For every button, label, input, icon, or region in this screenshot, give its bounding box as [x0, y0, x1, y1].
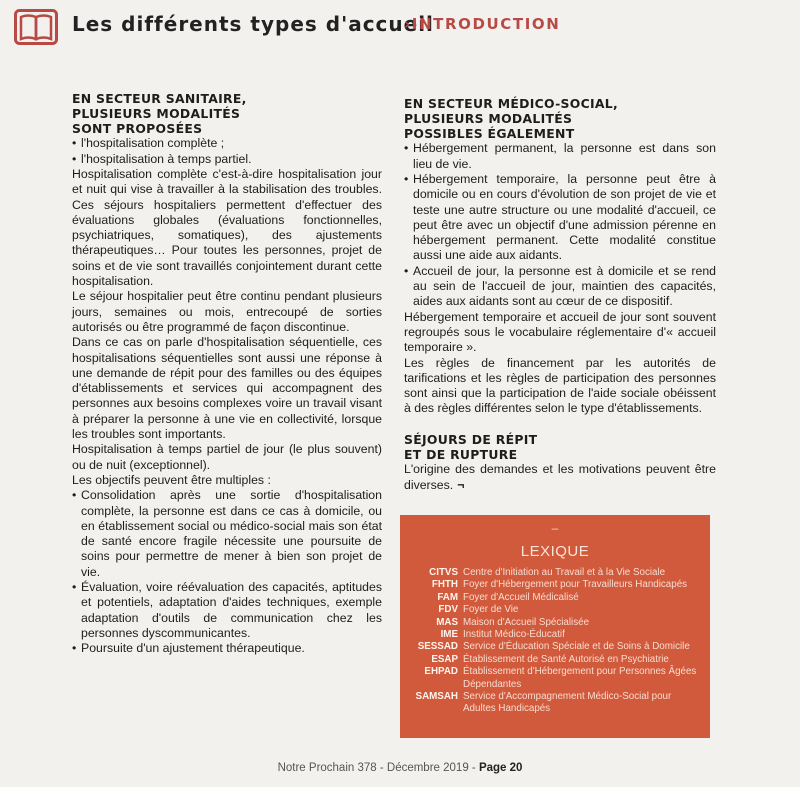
heading-line: PLUSIEURS MODALITÉS [72, 105, 241, 121]
paragraph [404, 462, 716, 493]
lexique-def: Institut Médico-Éducatif [463, 629, 565, 641]
page-footer [0, 762, 800, 774]
section-tag: ›INTRODUCTION [404, 15, 561, 33]
lexique-def: Foyer d'Accueil Médicalisé [463, 591, 579, 603]
heading-line: ET DE RUPTURE [404, 446, 518, 462]
lexique-entry [406, 579, 702, 591]
lexique-dash: – [551, 521, 559, 535]
left-column [72, 92, 382, 656]
heading-line: EN SECTEUR MÉDICO-SOCIAL, [404, 96, 619, 111]
lexique-def: Service d'Accompagnement Médico-Social pour Adultes Handicapés [463, 691, 672, 715]
lexique-entry [406, 666, 702, 691]
paragraph: Les objectifs peuvent être multiples : [72, 472, 271, 487]
bullet-list [404, 141, 716, 309]
page-header [0, 0, 800, 50]
footer-text: Notre Prochain 378 - Décembre 2019 - [277, 762, 479, 774]
lexique-entry [406, 654, 702, 666]
heading-line: SÉJOURS DE RÉPIT [404, 431, 538, 447]
section-heading-sanitaire [72, 92, 382, 136]
list-item: • Accueil de jour, la personne est à domicile et se rend au sein de l'accueil de jour, maintien des capacités, aides aux aidants sont au cœur de ce dispositif. [404, 264, 716, 310]
list-item: • Hébergement temporaire, la personne peut être à domicile ou en cours d'évolution de son projet de vie et teste une autre structure ou une modalité d'accueil, ce peut être avec un objectif d'une admission pérenne en hébergement permanent. Cette modalité constitue aussi une aide aux aidants. [404, 172, 716, 264]
book-icon [14, 9, 58, 45]
lexique-def: Foyer de Vie [463, 604, 519, 616]
lexique-abbr: CITVS [429, 567, 458, 578]
lexique-title: LEXIQUE [520, 543, 590, 560]
heading-line: PLUSIEURS MODALITÉS [404, 110, 573, 126]
lexique-abbr: SESSAD [417, 641, 458, 653]
page-title: Les différents types d'accueil [72, 12, 434, 36]
lexique-entry [406, 617, 702, 629]
lexique-entry [406, 629, 702, 641]
paragraph: Les règles de financement par les autorités de tarifications et les règles de participation des personnes sont ainsi que la participation de l'aide sociale obéissent à des règles différentes selon le type d'établissements. [404, 355, 716, 416]
section-heading-medico-social [404, 97, 716, 141]
heading-line: POSSIBLES ÉGALEMENT [404, 125, 575, 141]
lexique-abbr: ESAP [431, 653, 458, 665]
section-heading-repit [404, 433, 716, 463]
lexique-abbr: IME [440, 629, 458, 641]
lexique-table [406, 567, 702, 716]
bullet-list [72, 136, 382, 167]
heading-line: SONT PROPOSÉES [72, 120, 203, 136]
lexique-def: Établissement de Santé Autorisé en Psychiatrie [463, 653, 669, 665]
objectives-list [72, 488, 382, 656]
lexique-entry [406, 567, 702, 579]
list-item: • l'hospitalisation à temps partiel. [72, 152, 382, 167]
lexique-def: Maison d'Accueil Spécialisée [463, 616, 590, 628]
list-item: • l'hospitalisation complète ; [72, 136, 382, 151]
paragraph: Le séjour hospitalier peut être continu pendant plusieurs jours, semaines ou mois, entrecoupé de sorties autorisés ou être programmé de façon discontinue. [72, 289, 382, 334]
paragraph: Dans ce cas on parle d'hospitalisation séquentielle, ces hospitalisations séquentielles sont aussi une réponse à une demande de répit pour des familles ou des équipes d'établissements et services qui accompagnent des personnes aux besoins complexes voire un travail visant à préparer la personne à une vie en collectivité, lorsque les troubles sont importants. [72, 335, 382, 442]
list-item: • Consolidation après une sortie d'hospitalisation complète, la personne est dans ce cas à domicile, ou en établissement social ou médico-social mais son état de santé encore fragile nécessite une poursuite de soins pour permettre de mener à bien son projet de vie. [72, 488, 382, 580]
lexique-def: Service d'Éducation Spéciale et de Soins à Domicile [463, 641, 690, 653]
lexique-entry [406, 604, 702, 616]
paragraph: Hospitalisation à temps partiel de jour (le plus souvent) ou de nuit (exceptionnel). [72, 442, 382, 472]
lexique-abbr: MAS [436, 616, 458, 628]
page-number: Page 20 [478, 762, 523, 774]
paragraph-text: L'origine des demandes et les motivations peuvent être diverses. [404, 462, 716, 492]
lexique-entry [406, 641, 702, 653]
right-column [404, 97, 716, 493]
paragraph: Hospitalisation complète c'est-à-dire hospitalisation jour et nuit qui vise à travailler à la stabilisation des troubles. Ces séjours hospitaliers permettent d'effectuer des évaluations globales (évaluations fonctionnelles, psychiatriques, somatiques), des ajustements thérapeutiques… Pour toutes les personnes, projet de soins et de vie sont travaillés conjointement durant cette hospitalisation. [72, 166, 382, 289]
lexique-def: Établissement d'Hébergement pour Personnes Âgées Dépendantes [463, 666, 697, 690]
lexique-entry [406, 592, 702, 604]
lexique-abbr: FHTH [431, 579, 458, 591]
lexique-box [400, 515, 710, 738]
lexique-abbr: FDV [438, 604, 458, 616]
heading-line: EN SECTEUR SANITAIRE, [72, 91, 247, 106]
lexique-def: Foyer d'Hébergement pour Travailleurs Handicapés [463, 579, 688, 591]
list-item: • Hébergement permanent, la personne est dans son lieu de vie. [404, 141, 716, 172]
spacer [404, 417, 716, 433]
lexique-abbr: FAM [437, 591, 458, 603]
lexique-entry [406, 691, 702, 716]
list-item: • Poursuite d'un ajustement thérapeutique. [72, 641, 382, 656]
lexique-abbr: SAMSAH [415, 691, 458, 703]
paragraph: Hébergement temporaire et accueil de jour sont souvent regroupés sous le vocabulaire réglementaire d'« accueil temporaire ». [404, 309, 716, 355]
lexique-def: Centre d'Initiation au Travail et à la Vie Sociale [463, 567, 666, 578]
lexique-abbr: EHPAD [424, 666, 458, 678]
list-item: • Évaluation, voire réévaluation des capacités, aptitudes et potentiels, adaptation d'aides techniques, exemple adaptation d'outils de communication chez les personnes dyscommunicantes. [72, 580, 382, 641]
end-mark: ¬ [457, 477, 465, 492]
